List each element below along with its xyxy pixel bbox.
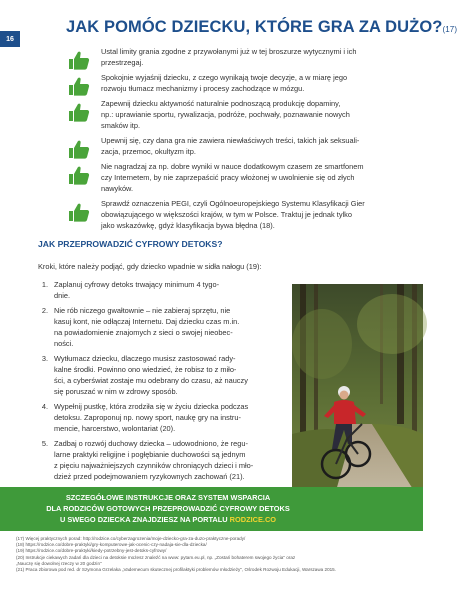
page-title [66,18,457,37]
tip-item [66,46,406,68]
tip-line: Nie nagradzaj za np. dobre wyniki w nauce dodatkowym czasem ze smartfonem [101,162,364,171]
page-title-text: JAK POMÓC DZIECKU, KTÓRE GRA ZA DUŻO? [66,18,443,36]
steps-list [38,279,288,482]
footnote: „Nauczę się dowolnej rzeczy w 20 godzin" [16,560,102,566]
thumbs-up-icon [68,102,92,122]
thumbs-up-icon [68,50,92,70]
step-item [38,279,288,301]
banner-line: DLA RODZICÓW GOTOWYCH PRZEPROWADZIĆ CYFROWY DETOKS [46,504,290,513]
banner-line: SZCZEGÓŁOWE INSTRUKCJE ORAZ SYSTEM WSPARCIA [65,493,271,502]
tip-line: czy Internetem, by nie zaprzepaścić pracy włożonej w uwolnienie się od złych [101,173,355,182]
tip-item [66,198,406,231]
page-number: 16 [0,31,20,47]
tip-line: obowiązującego w większości krajów, w tym w Polsce. Traktuj je jednak tylko [101,210,352,219]
step-line: kalne środki. Powinno ono wiedzieć, że robisz to z miło- [54,365,237,374]
step-line: Zadbaj o rozwój duchowy dziecka – udowodniono, że regu- [54,439,248,448]
tip-line: rozwoju tłumacz mechanizmy i procesy zachodzące w mózgu. [101,84,305,93]
step-line: na powiadomienie znajomych z sieci o swojej nieobec- [54,328,233,337]
tip-line: Upewnij się, czy dana gra nie zawiera niewłaściwych treści, takich jak seksuali- [101,136,360,145]
step-line: dzież przed podejmowaniem ryzykownych zachowań (21). [54,472,245,481]
tip-item [66,161,406,194]
step-number: 3. [41,354,48,363]
footnote: (21) Praca zbiorowa pod red. dr Szymona Grzelaka „Vademecum skutecznej profilaktyki problemów młodzieży", Ośrodek Rozwoju Edukacji, Warszawa 2015. [16,567,337,573]
tip-line: Ustal limity grania zgodne z przywołanymi już w tej broszurze wytycznymi i ich [101,47,357,56]
step-line: się poruszać w nim w zdrowy sposób. [54,387,178,396]
step-line: Zaplanuj cyfrowy detoks trwający minimum 4 tygo- [54,280,220,289]
step-line: ści, a cyberświat zostaje mu odebrany do czasu, aż nauczy [54,376,248,385]
step-line: mencie, harcerstwo, wolontariat (20). [54,424,176,433]
step-line: z pięciu najważniejszych czynników chroniących dzieci i mło- [54,461,254,470]
boy-cycling-photo [292,284,423,505]
tip-line: przestrzegaj. [101,58,144,67]
title-footnote-ref: (17) [442,25,457,34]
footnote: (20) Instrukcje ciekawych zadań dla dzieci na detoksie możesz znaleźć na www: pytam.eu.pl, np. „Zostań bohaterem swojego życia" oraz [16,554,296,560]
tip-item [66,98,406,131]
step-number: 2. [41,306,48,315]
info-banner [0,487,423,531]
tip-item [66,72,406,94]
footnotes [16,536,416,573]
thumbs-up-icon [68,202,92,222]
tip-line: Sprawdź oznaczenia PEGI, czyli Ogólnoeuropejskiego Systemu Klasyfikacji Gier [101,199,365,208]
step-line: Wytłumacz dziecku, dlaczego musisz zastosować rady- [54,354,236,363]
footnote: (17) Więcej praktycznych porad: http://rodzice.co/cyberzagrozenia/moje-dziecko-gra-za-duzo-praktyczne-porady/ [16,536,246,541]
step-item [38,438,288,482]
tip-item [66,135,406,157]
step-item [38,305,288,349]
thumbs-up-icon [68,139,92,159]
tip-line: nawyków. [101,184,134,193]
portal-link[interactable]: RODZICE.CO [229,515,277,524]
step-line: dnie. [54,291,71,300]
step-item [38,401,288,434]
step-number: 5. [41,439,48,448]
step-number: 4. [41,402,48,411]
tip-line: Zapewnij dziecku aktywność naturalnie podnoszącą produkcję dopaminy, [101,99,341,108]
step-number: 1. [41,280,48,289]
thumbs-up-icon [68,76,92,96]
step-line: Wypełnij pustkę, która zrodziła się w życiu dziecka podczas [54,402,249,411]
thumbs-up-icon [68,165,92,185]
banner-line-text: U SWEGO DZIECKA ZNAJDZIESZ NA PORTALU [59,515,230,524]
banner-line [18,514,318,525]
tip-line: Spokojnie wyjaśnij dziecku, z czego wynikają twoje decyzje, a w miarę jego [101,73,348,82]
tip-line: smaków itp. [101,121,141,130]
step-line: kasuj kont, nie odłączaj Internetu. Daj dziecku czas m.in. [54,317,240,326]
step-item [38,353,288,397]
footnote: (18) https://rodzice.co/dobre-praktyki/gry-komputerowe-jak-ocenic-czy-nadaja-sie-dla-dziecka/ [16,542,207,548]
footnote: (19) https://rodzice.co/dobre-praktyki/kiedy-potrzebny-jest-detoks-cyfrowy/ [16,548,167,554]
tip-line: zacja, przemoc, okultyzm itp. [101,147,196,156]
section-heading: JAK PRZEPROWADZIĆ CYFROWY DETOKS? [38,239,223,249]
step-line: ności. [54,339,74,348]
tips-list [66,46,406,231]
tip-line: np.: uprawianie sportu, rywalizacja, podróże, pochwały, poznawanie nowych [101,110,350,119]
intro-text: Kroki, które należy podjąć, gdy dziecko wpadnie w sidła nałogu (19): [38,262,262,271]
step-line: larne praktyki religijne i pogłębianie duchowości są jednym [54,450,246,459]
step-line: Nie rób niczego gwałtownie – nie zabieraj sprzętu, nie [54,306,231,315]
step-line: detoksu. Zaproponuj np. nowy sport, naukę gry na instru- [54,413,241,422]
tip-line: jako wskazówkę, gdyż klasyfikacja bywa błędna (18). [101,221,275,230]
